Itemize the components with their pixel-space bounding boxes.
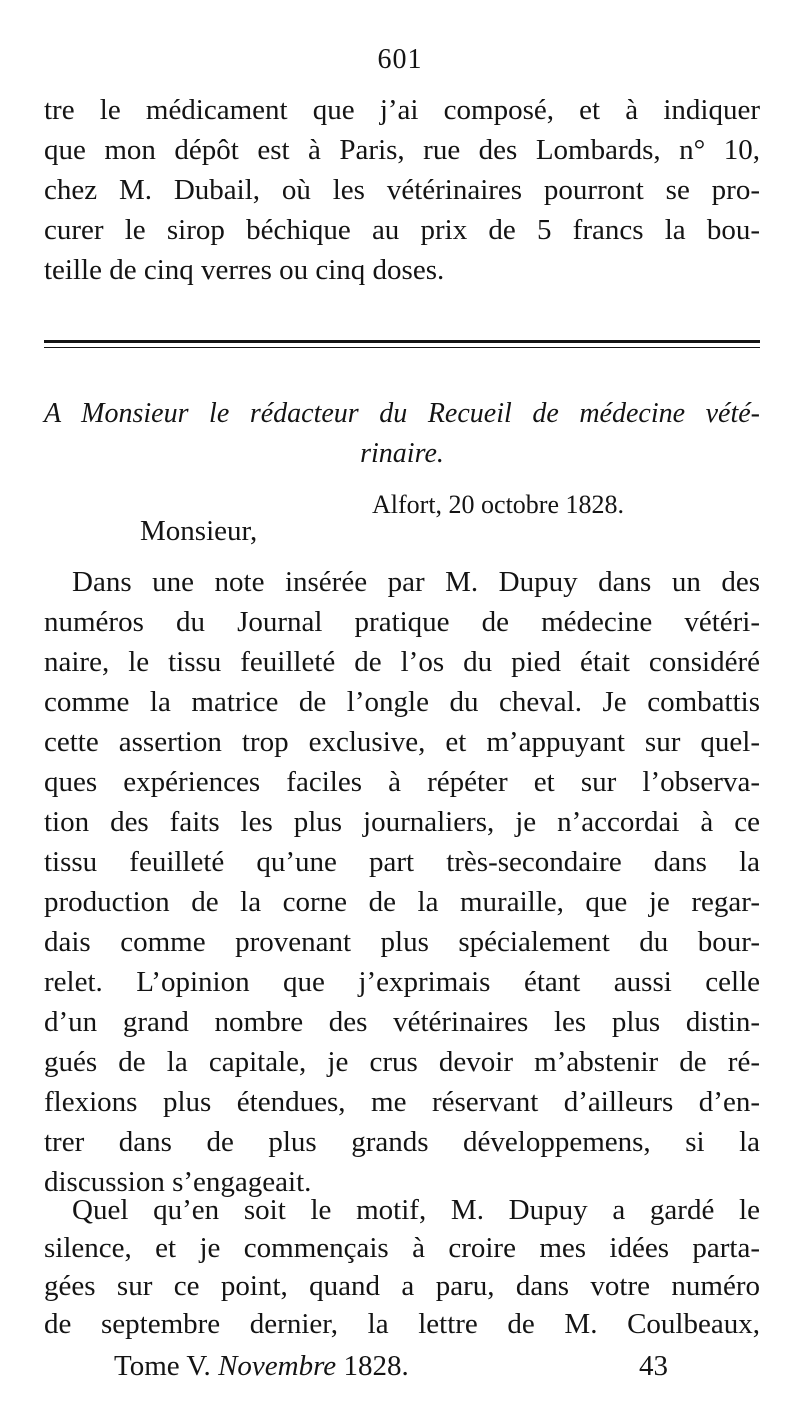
section-divider-thin <box>44 347 760 348</box>
text-line: Quel qu’en soit le motif, M. Dupuy a gardé le <box>72 1194 760 1226</box>
text-line: de septembre dernier, la lettre de M. Coulbeaux, <box>44 1308 760 1340</box>
text-line: naire, le tissu feuilleté de l’os du pied était considéré <box>44 646 760 678</box>
heading-line: rinaire. <box>360 438 444 469</box>
text-line: dais comme provenant plus spécialement du bour- <box>44 926 760 958</box>
text-line: trer dans de plus grands développemens, si la <box>44 1126 760 1158</box>
continuation-paragraph <box>44 90 760 290</box>
text-line: gées sur ce point, quand a paru, dans votre numéro <box>44 1270 760 1302</box>
volume-label: Tome V. <box>114 1350 211 1382</box>
text-line: que mon dépôt est à Paris, rue des Lombards, n° 10, <box>44 134 760 166</box>
issue-year: 1828. <box>343 1350 409 1382</box>
text-line: silence, et je commençais à croire mes idées parta- <box>44 1232 760 1264</box>
volume-info <box>114 1346 409 1386</box>
text-line: Dans une note insérée par M. Dupuy dans un des <box>72 566 760 598</box>
page-footer <box>44 1346 760 1386</box>
text-line: tissu feuilleté qu’une part très-secondaire dans la <box>44 846 760 878</box>
text-line: production de la corne de la muraille, que je regar- <box>44 886 760 918</box>
salutation: Monsieur, <box>140 515 258 547</box>
text-line: ques expériences faciles à répéter et sur l’observa- <box>44 766 760 798</box>
text-line: cette assertion trop exclusive, et m’appuyant sur quel- <box>44 726 760 758</box>
text-line: d’un grand nombre des vétérinaires les plus distin- <box>44 1006 760 1038</box>
text-line: comme la matrice de l’ongle du cheval. Je combattis <box>44 686 760 718</box>
text-line: teille de cinq verres ou cinq doses. <box>44 254 445 286</box>
text-line: gués de la capitale, je crus devoir m’abstenir de ré- <box>44 1046 760 1078</box>
text-line: chez M. Dubail, où les vétérinaires pourront se pro- <box>44 174 760 206</box>
signature-mark: 43 <box>639 1350 668 1382</box>
text-line: numéros du Journal pratique de médecine vétéri- <box>44 606 760 638</box>
text-line: curer le sirop béchique au prix de 5 francs la bou- <box>44 214 760 246</box>
dateline: Alfort, 20 octobre 1828. <box>372 490 625 519</box>
letter-heading <box>44 394 760 474</box>
text-line: flexions plus étendues, me réservant d’ailleurs d’en- <box>44 1086 760 1118</box>
paragraph-2 <box>44 1190 760 1350</box>
heading-line: A Monsieur le rédacteur du Recueil de médecine vété- <box>44 398 760 429</box>
page-number: 601 <box>377 44 423 75</box>
text-line: tre le médicament que j’ai composé, et à indiquer <box>44 94 760 126</box>
issue-month: Novembre <box>218 1350 337 1382</box>
text-line: tion des faits les plus journaliers, je n’accordai à ce <box>44 806 760 838</box>
section-divider-thick <box>44 340 760 343</box>
paragraph-1 <box>44 562 760 1202</box>
text-line: discussion s’engageait. <box>44 1166 312 1198</box>
text-line: relet. L’opinion que j’exprimais étant aussi celle <box>44 966 760 998</box>
